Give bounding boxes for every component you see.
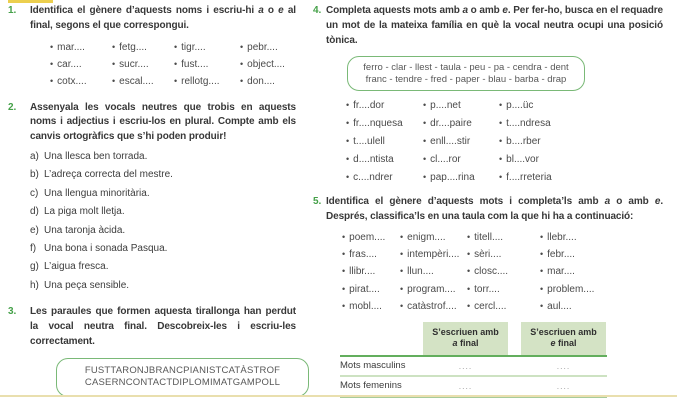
word-item [342,246,400,263]
word-item-text: cotx.... [57,75,87,87]
word-item [342,263,400,280]
exercise-1-number: 1. [8,5,17,16]
bullet-icon: • [540,266,544,277]
word-item [499,133,663,151]
page-bottom-rule [0,395,677,397]
word-item [346,169,423,187]
word-item-text: llebr.... [547,231,577,243]
word-item-text: febr.... [547,249,575,261]
sentence-item [30,203,296,221]
word-item [346,115,423,133]
word-item-text: fr....dor [353,100,385,112]
bullet-icon: • [540,300,544,311]
word-item [540,263,663,280]
exercise-2-instruction: Assenyala les vocals neutres que trobis en aquests noms i adjectius i escriu-los en plural. Compte amb els canvis ortogràfics que s’hi poden produir! [30,101,296,143]
left-column [8,4,296,398]
word-item-text: program.... [407,283,456,295]
word-item [346,133,423,151]
word-item [400,263,467,280]
word-item-text: closc.... [474,266,509,278]
word-item [342,281,400,298]
bullet-icon: • [467,266,471,277]
bullet-icon: • [499,118,503,129]
word-item [342,298,400,315]
bullet-icon: • [342,283,346,294]
word-item [423,151,499,169]
table-cell: .... [458,360,473,371]
bullet-icon: • [499,171,503,182]
word-item [423,133,499,151]
sentence-item [30,240,296,258]
exercise-3-number: 3. [8,306,17,318]
bullet-icon: • [50,58,54,69]
sentence-item [30,277,296,295]
sentence-item [30,185,296,203]
sentence-text: Una llengua minoritària. [44,187,150,199]
bullet-icon: • [50,75,54,86]
bullet-icon: • [346,153,350,164]
word-item-text: escal.... [119,75,154,87]
bullet-icon: • [540,249,544,260]
bullet-icon: • [423,171,427,182]
bullet-icon: • [342,266,346,277]
word-item [400,281,467,298]
exercise-5-word-list [342,229,663,315]
word-item [346,97,423,115]
word-string-box [56,358,309,397]
table-cell: .... [556,380,571,391]
word-item-text: object.... [247,58,285,70]
bullet-icon: • [423,118,427,129]
word-item-text: don.... [247,75,275,87]
word-item-text: sèri.... [474,249,502,261]
exercise-5 [313,195,663,398]
word-item-text: fetg.... [119,41,147,53]
word-item [423,97,499,115]
word-string-line: CASERNCONTACTDIPLOMIMATGAMPOLL [84,377,281,389]
word-item [499,151,663,169]
word-item-text: t....ndresa [506,118,551,130]
column-header-e-final: S’escriuen amb e final [521,322,606,355]
classification-table [340,322,607,398]
bullet-icon: • [400,249,404,260]
word-item [240,39,296,56]
word-item [174,39,240,56]
word-item-text: llun.... [407,266,434,278]
bullet-icon: • [499,135,503,146]
bullet-icon: • [346,118,350,129]
bullet-icon: • [342,300,346,311]
word-item [50,39,112,56]
classification-table-header [340,322,607,355]
table-cell: .... [458,380,473,391]
word-item-text: car.... [57,58,82,70]
word-item [540,229,663,246]
word-item [50,56,112,73]
word-item-text: t....ulell [353,135,385,147]
bullet-icon: • [174,75,178,86]
word-item [174,73,240,90]
word-item [346,151,423,169]
word-item [499,97,663,115]
word-item-text: p....net [430,100,461,112]
row-label: Mots masculins [340,360,406,372]
bullet-icon: • [240,75,244,86]
exercise-1-word-list [50,39,296,90]
bullet-icon: • [499,100,503,111]
word-item-text: pap....rina [430,171,475,183]
table-row [340,357,607,375]
word-item-text: dr....paire [430,118,472,130]
bullet-icon: • [540,231,544,242]
word-item-text: mobl.... [349,300,382,312]
word-item [240,56,296,73]
word-item-text: cl....ror [430,153,461,165]
exercise-1-instruction: Identifica el gènere d’aquests noms i escriu-hi a o e al final, segons el que correspongui. [30,5,296,31]
word-item-text: f....rreteria [506,171,552,183]
word-item-text: mar.... [547,266,575,278]
item-letter: b) [30,169,39,181]
word-item-text: fr....nquesa [353,118,403,130]
right-column [313,4,663,398]
bullet-icon: • [50,41,54,52]
item-letter: d) [30,206,39,218]
bullet-icon: • [423,135,427,146]
word-item [467,263,540,280]
word-item-text: enll....stir [430,135,471,147]
top-highlight-strip [8,0,53,3]
exercise-4-word-list [346,97,663,186]
word-item-text: p....üc [506,100,534,112]
word-item-text: aul.... [547,300,572,312]
sentence-text: Una llesca ben torrada. [44,150,148,162]
exercise-5-number: 5. [313,196,322,208]
table-row [340,377,607,395]
word-item-text: pirat.... [349,283,380,295]
bullet-icon: • [174,41,178,52]
exercise-2 [8,101,296,296]
bullet-icon: • [400,283,404,294]
bullet-icon: • [499,153,503,164]
word-family-box [347,56,585,91]
bullet-icon: • [467,231,471,242]
word-item [240,73,296,90]
word-item-text: enigm.... [407,231,446,243]
exercise-4-instruction: Completa aquests mots amb a o amb e. Per fer-ho, busca en el requadre un mot de la mateixa família en què la vocal neutra ocupi una posició tònica. [326,5,663,46]
item-letter: a) [30,150,39,162]
item-letter: f) [30,243,37,255]
word-item-text: fras.... [349,249,377,261]
bullet-icon: • [346,171,350,182]
bullet-icon: • [467,283,471,294]
item-letter: g) [30,261,39,273]
item-letter: c) [30,187,39,199]
column-header-a-final: S’escriuen amb a final [423,322,508,355]
word-item [499,115,663,133]
word-item-text: mar.... [57,41,85,53]
word-item-text: llibr.... [349,266,376,278]
word-string-line: FUSTTARONJBRANCPIANISTCATÀSTROF [84,365,281,377]
exercise-4 [313,4,663,186]
sentence-text: L’adreça correcta del mestre. [44,169,173,181]
word-item [540,246,663,263]
word-item-text: sucr.... [119,58,149,70]
bullet-icon: • [112,41,116,52]
table-cell: .... [556,360,571,371]
word-item-text: tigr.... [181,41,206,53]
bullet-icon: • [112,58,116,69]
word-item [467,281,540,298]
sentence-item [30,258,296,276]
bullet-icon: • [467,249,471,260]
word-item [50,73,112,90]
word-item [423,169,499,187]
sentence-text: Una bona i sonada Pasqua. [44,243,168,255]
word-item [423,115,499,133]
sentence-text: La piga molt lletja. [44,206,125,218]
word-item [112,39,174,56]
sentence-item [30,222,296,240]
word-item [342,229,400,246]
bullet-icon: • [346,100,350,111]
bullet-icon: • [540,283,544,294]
exercise-2-sentence-list [30,148,296,295]
word-item-text: cercl.... [474,300,507,312]
row-label: Mots femenins [340,380,402,392]
sentence-text: L’aigua fresca. [44,261,109,273]
exercise-4-number: 4. [313,5,322,16]
word-item [174,56,240,73]
sentence-text: Una peça sensible. [44,279,130,291]
word-item-text: titell.... [474,231,504,243]
word-item-text: poem.... [349,231,386,243]
word-item-text: b....rber [506,135,541,147]
word-family-line: ferro - clar - llest - taula - peu - pa - cendra - dent [363,61,569,73]
word-item-text: catàstrof.... [407,300,457,312]
bullet-icon: • [342,231,346,242]
word-item-text: rellotg.... [181,75,220,87]
sentence-text: Una taronja àcida. [44,224,126,236]
word-item [400,298,467,315]
bullet-icon: • [423,153,427,164]
item-letter: e) [30,224,39,236]
sentence-item [30,166,296,184]
bullet-icon: • [112,75,116,86]
word-item-text: torr.... [474,283,500,295]
word-item-text: c....ndrer [353,171,393,183]
word-item-text: pebr.... [247,41,278,53]
bullet-icon: • [423,100,427,111]
exercise-2-number: 2. [8,101,17,113]
exercise-3 [8,305,296,396]
word-item-text: intempèri.... [407,249,460,261]
word-item [467,246,540,263]
word-item [112,56,174,73]
word-item-text: bl....vor [506,153,539,165]
word-item [112,73,174,90]
word-item [499,169,663,187]
bullet-icon: • [342,249,346,260]
exercise-1 [8,4,296,90]
word-item [400,246,467,263]
exercise-5-instruction: Identifica el gènere d’aquests mots i completa’ls amb a o amb e. Després, classifica’ls en una taula com la que hi ha a continuació: [326,196,663,223]
word-item-text: fust.... [181,58,209,70]
word-item-text: d....ntista [353,153,394,165]
sentence-item [30,148,296,166]
word-item [540,298,663,315]
bullet-icon: • [240,58,244,69]
word-item [400,229,467,246]
word-item [467,229,540,246]
word-item [540,281,663,298]
word-family-line: franc - tendre - fred - paper - blau - barba - drap [365,73,567,85]
bullet-icon: • [174,58,178,69]
bullet-icon: • [467,300,471,311]
exercise-3-instruction: Les paraules que formen aquesta tirallonga han perdut la vocal neutra final. Descobreix-les i escriu-les correctament. [30,306,296,347]
word-item [467,298,540,315]
word-item-text: problem.... [547,283,595,295]
bullet-icon: • [346,135,350,146]
item-letter: h) [30,279,39,291]
bullet-icon: • [400,231,404,242]
bullet-icon: • [400,300,404,311]
bullet-icon: • [400,266,404,277]
bullet-icon: • [240,41,244,52]
